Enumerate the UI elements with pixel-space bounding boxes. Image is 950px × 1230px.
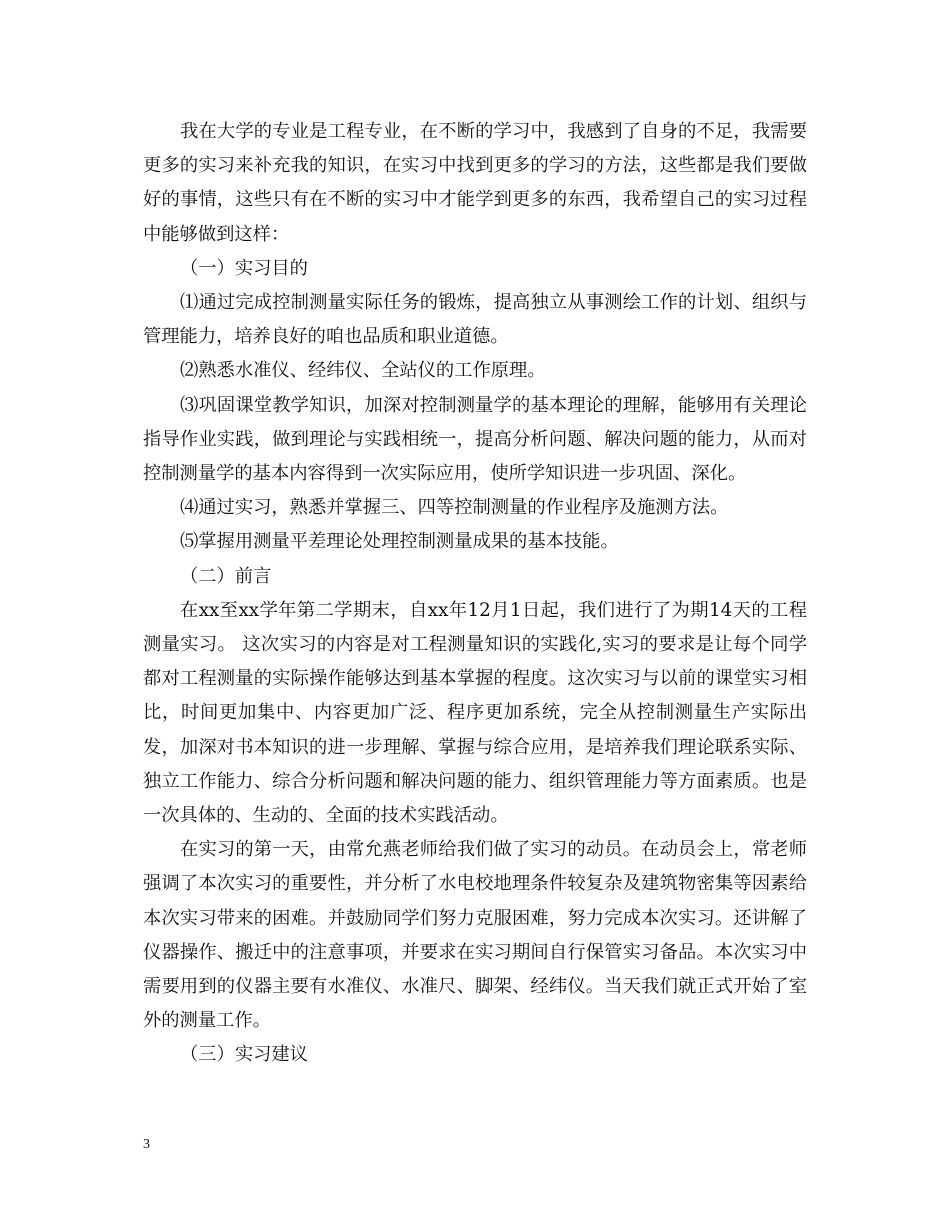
first-day-paragraph: 在实习的第一天，由常允燕老师给我们做了实习的动员。在动员会上，常老师强调了本次实习的重要性，并分析了水电校地理条件较复杂及建筑物密集等因素给本次实习带来的困难。并鼓励同学们努力克服困难，努力完成本次实习。还讲解了仪器操作、搬迁中的注意事项，并要求在实习期间自行保管实习备品。本次实习中需要用到的仪器主要有水准仪、水准尺、脚架、经纬仪。当天我们就正式开始了室外的测量工作。 [143, 839, 807, 1032]
purpose-item-4: ⑷通过实习，熟悉并掌握三、四等控制测量的作业程序及施测方法。 [180, 497, 729, 519]
purpose-item-5: ⑸掌握用测量平差理论处理控制测量成果的基本技能。 [180, 531, 619, 553]
purpose-item-1: ⑴通过完成控制测量实际任务的锻炼，提高独立从事测绘工作的计划、组织与管理能力，培养良好的咱也品质和职业道德。 [143, 292, 807, 348]
section-heading-purpose: （一）实习目的 [180, 257, 308, 279]
preface-paragraph: 在xx至xx学年第二学期末，自xx年12月1日起，我们进行了为期14天的工程测量实习。 这次实习的内容是对工程测量知识的实践化,实习的要求是让每个同学都对工程测量的实际操作能够达到基本掌握的程度。这次实习与以前的课堂实习相比，时间更加集中、内容更加广泛、程序更加系统，完全从控制测量生产实际出发，加深对书本知识的进一步理解、掌握与综合应用，是培养我们理论联系实际、独立工作能力、综合分析问题和解决问题的能力、组织管理能力等方面素质。也是一次具体的、生动的、全面的技术实践活动。 [143, 599, 807, 827]
page-number: 3 [143, 1137, 150, 1152]
section-heading-preface: （二）前言 [180, 565, 272, 587]
section-heading-suggestions: （三）实习建议 [180, 1044, 308, 1066]
intro-paragraph: 我在大学的专业是工程专业，在不断的学习中，我感到了自身的不足，我需要更多的实习来补充我的知识，在实习中找到更多的学习的方法，这些都是我们要做好的事情，这些只有在不断的实习中才能学到更多的东西，我希望自己的实习过程中能够做到这样： [143, 121, 807, 245]
purpose-item-2: ⑵熟悉水准仪、经纬仪、全站仪的工作原理。 [180, 360, 546, 382]
purpose-item-3: ⑶巩固课堂教学知识，加深对控制测量学的基本理论的理解，能够用有关理论指导作业实践，做到理论与实践相统一，提高分析问题、解决问题的能力，从而对控制测量学的基本内容得到一次实际应用，使所学知识进一步巩固、深化。 [143, 394, 807, 485]
document-body [143, 115, 807, 1073]
